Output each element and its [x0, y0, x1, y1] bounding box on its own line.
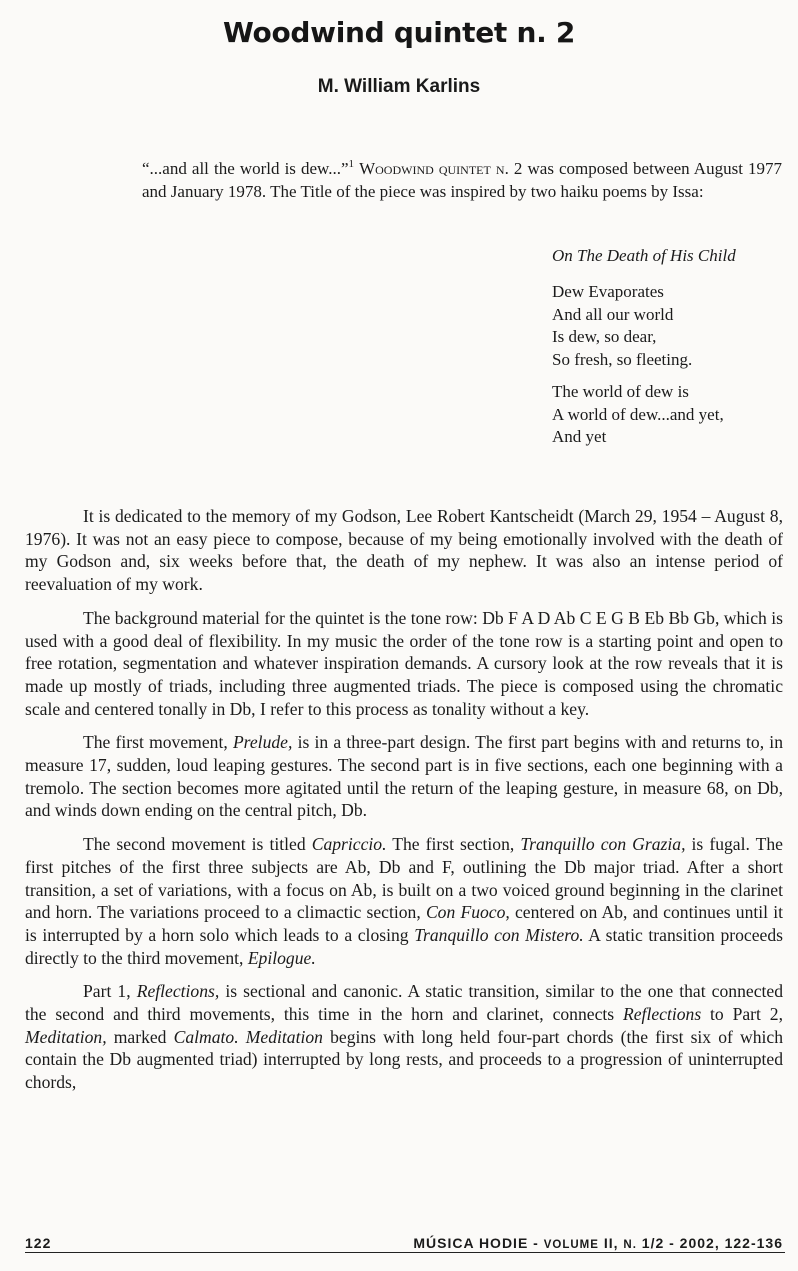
poem-line: And all our world	[552, 304, 674, 324]
intro-paragraph	[142, 158, 782, 203]
intro-text: was composed between August 1977 and January 1978. The Title of the piece was inspired by two haiku poems by Issa:	[142, 159, 782, 201]
poem-line: Is dew, so dear,	[552, 327, 657, 346]
poem-line: So fresh, so fleeting.	[552, 349, 693, 369]
body-paragraph-second-movement: The second movement is titled Capriccio. The first section, Tranquillo con Grazia, is fugal. The first pitches of the first three subjects are Ab, Db and F, outlining the Db major triad. After a short transition, a set of variations, with a focus on Ab, is built on a two voiced ground beginning in the clarinet and horn. The variations proceed to a climactic section, Con Fuoco, centered on Ab, and continues until it is interrupted by a horn solo which leads to a closing Tranquillo con Mistero. A static transition proceeds directly to the third movement, Epilogue.	[25, 834, 783, 968]
tempo-marking-calmato: Calmato.	[173, 1026, 239, 1047]
section-tranquillo-con-mistero: Tranquillo con Mistero.	[414, 924, 584, 945]
article-title: Woodwind quintet n. 2	[222, 16, 576, 49]
footnote-mark: 1	[348, 158, 354, 170]
epigraph-quote: “...and all the world is dew...”	[142, 159, 349, 178]
poem-stanza-1	[552, 281, 792, 371]
article-body	[25, 505, 783, 1094]
author-name: M. William Karlins	[317, 76, 481, 97]
part-title-reflections: Reflections	[623, 1004, 702, 1025]
page-number: 122	[25, 1235, 52, 1251]
part-title-meditation: Meditation,	[25, 1026, 107, 1047]
part-title-reflections: Reflections,	[136, 981, 220, 1002]
work-name: Woodwind quintet n.	[359, 159, 509, 178]
poem-line: The world of dew is	[552, 382, 689, 401]
movement-title-epilogue: Epilogue.	[247, 947, 316, 968]
journal-citation: MÚSICA HODIE - VOLUME II, N. 1/2 - 2002, 122-136	[413, 1235, 783, 1251]
poem-line: Dew Evaporates	[552, 282, 664, 301]
footer-rule	[25, 1252, 785, 1253]
part-title-meditation: Meditation	[245, 1026, 323, 1047]
movement-title-capriccio: Capriccio.	[311, 834, 387, 855]
poem-title: On The Death of His Child	[552, 246, 736, 265]
movement-title-prelude: Prelude,	[232, 732, 293, 753]
body-paragraph-dedication: It is dedicated to the memory of my Godson, Lee Robert Kantscheidt (March 29, 1954 – August 8, 1976). It was not an easy piece to compose, because of my being emotionally involved with the death of my Godson and, six weeks before that, the death of my nephew. It was also an intense period of reevaluation of my work.	[25, 506, 783, 595]
body-paragraph-third-movement: Part 1, Reflections, is sectional and canonic. A static transition, similar to the one that connected the second and third movements, this time in the horn and clarinet, connects Reflections to Part 2, Meditation, marked Calmato. Meditation begins with long held four-part chords (the first six of which contain the Db augmented triad) interrupted by long rests, and proceeds to a progression of uninterrupted chords,	[25, 981, 783, 1093]
body-paragraph-tone-row: The background material for the quintet is the tone row: Db F A D Ab C E G B Eb Bb Gb, which is used with a good deal of flexibility. In my music the order of the tone row is a starting point and open to free rotation, segmentation and whatever inspiration demands. A cursory look at the row reveals that it is made up mostly of triads, including three augmented triads. The piece is composed using the chromatic scale and centered tonally in Db, I refer to this process as tonality without a key.	[25, 607, 783, 719]
section-tranquillo-con-grazia: Tranquillo con Grazia,	[520, 834, 686, 855]
poem-line: And yet	[552, 427, 607, 446]
body-paragraph-first-movement: The first movement, Prelude, is in a three-part design. The first part begins with and returns to, in measure 17, sudden, loud leaping gestures. The second part is in five sections, each one beginning with a tremolo. The section becomes more agitated until the return of the leaping gesture, in measure 68, on Db, and winds down ending on the central pitch, Db.	[25, 732, 783, 821]
poem-line: A world of dew...and yet,	[552, 404, 724, 424]
work-number: 2	[513, 159, 523, 178]
section-con-fuoco: Con Fuoco,	[425, 902, 510, 923]
poem-stanza-2	[552, 381, 792, 449]
